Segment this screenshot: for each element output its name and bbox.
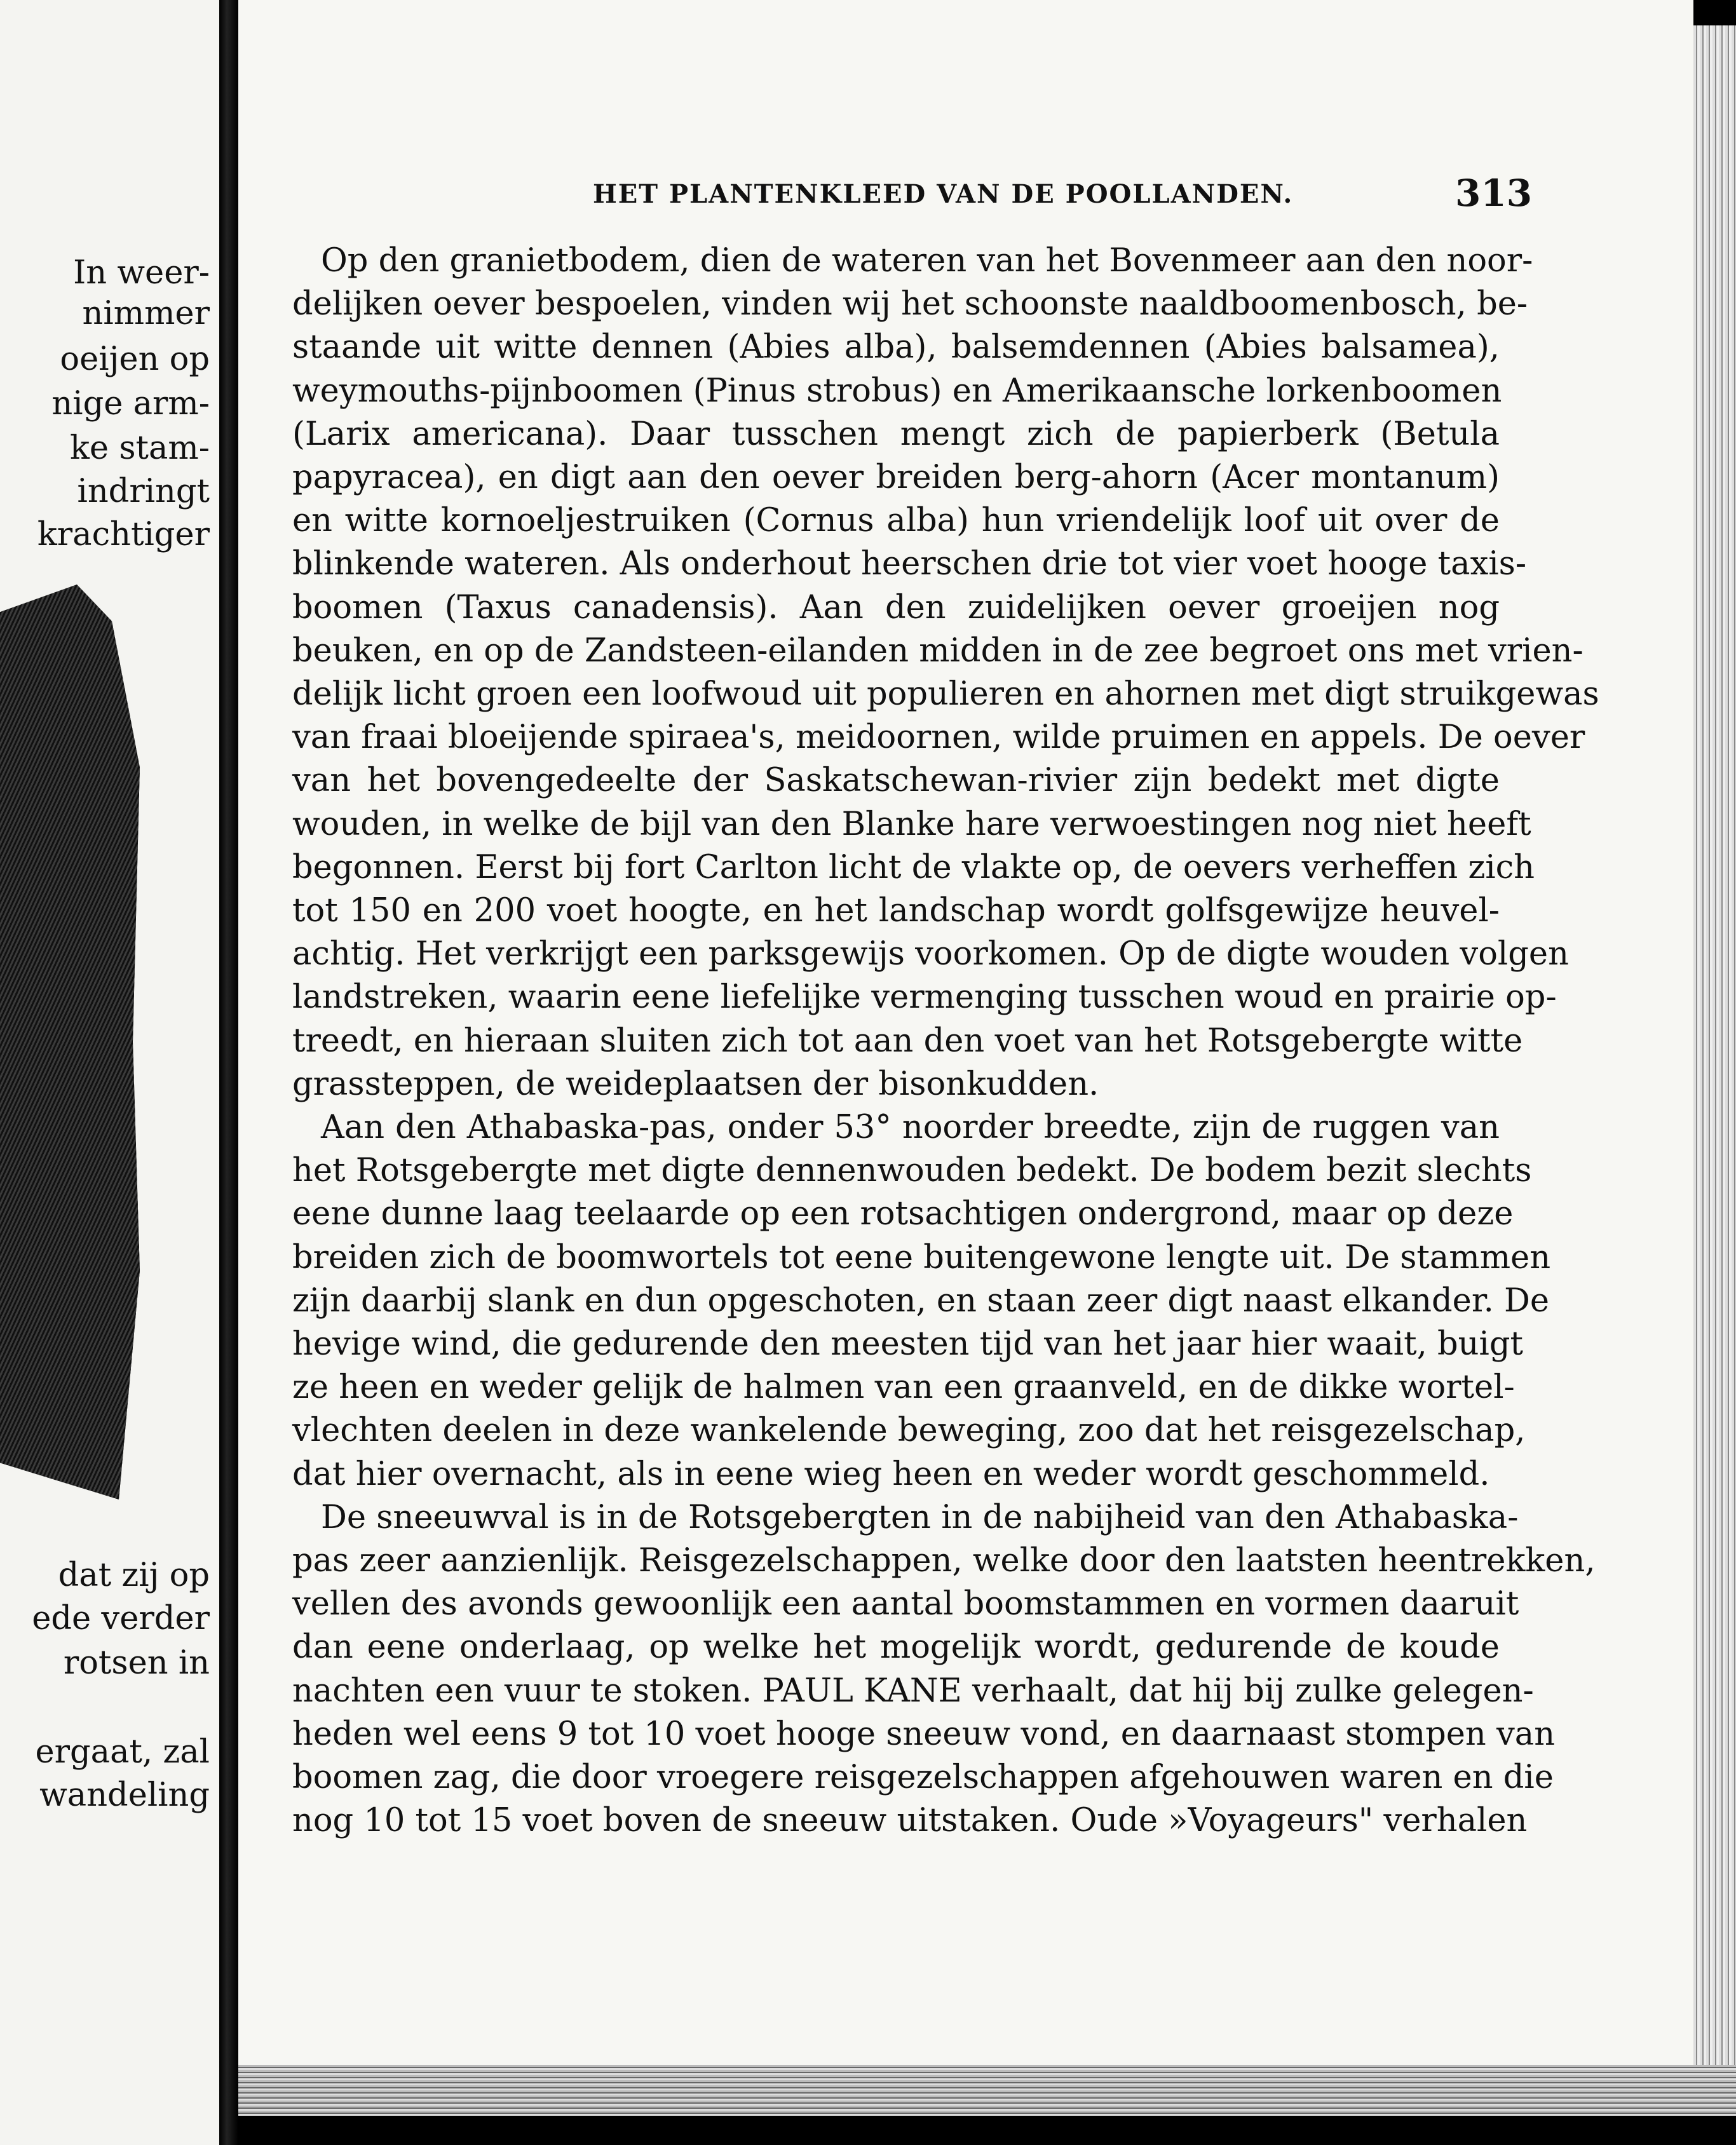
body-line: (Larix americana). Daar tusschen mengt zich de papierberk (Betula: [292, 416, 1500, 453]
body-line: vellen des avonds gewoonlijk een aantal boomstammen en vormen daaruit: [292, 1585, 1519, 1623]
body-line: Op den granietbodem, dien de wateren van het Bovenmeer aan den noor-: [321, 242, 1533, 280]
body-line: ze heen en weder gelijk de halmen van een graanveld, en de dikke wortel-: [292, 1369, 1515, 1406]
body-line: boomen zag, die door vroegere reisgezelschappen afgehouwen waren en die: [292, 1759, 1554, 1796]
body-line: blinkende wateren. Als onderhout heerschen drie tot vier voet hooge taxis-: [292, 545, 1527, 583]
body-line: papyracea), en digt aan den oever breiden berg-ahorn (Acer montanum): [292, 459, 1500, 496]
body-line: hevige wind, die gedurende den meesten tijd van het jaar hier waait, buigt: [292, 1325, 1523, 1363]
body-line: eene dunne laag teelaarde op een rotsachtigen ondergrond, maar op deze: [292, 1195, 1514, 1233]
left-page: [0, 0, 219, 2145]
body-line: Aan den Athabaska-pas, onder 53° noorder breedte, zijn de ruggen van: [321, 1109, 1500, 1146]
left-text-line: In weer-: [73, 254, 210, 292]
book-gutter: [219, 0, 238, 2145]
left-text-line: rotsen in: [63, 1644, 210, 1682]
body-line: achtig. Het verkrijgt een parksgewijs voorkomen. Op de digte wouden volgen: [292, 935, 1569, 973]
body-line: delijk licht groen een loofwoud uit populieren en ahornen met digt struikgewas: [292, 675, 1599, 713]
left-text-line: ede verder: [32, 1600, 210, 1637]
body-line: breiden zich de boomwortels tot eene buitengewone lengte uit. De stammen: [292, 1239, 1551, 1276]
left-text-line: nige arm-: [51, 385, 210, 423]
running-title: HET PLANTENKLEED VAN DE POOLLANDEN.: [593, 179, 1294, 209]
body-line: heden wel eens 9 tot 10 voet hooge sneeuw vond, en daarnaast stompen van: [292, 1715, 1556, 1753]
left-text-line: nimmer: [82, 295, 210, 332]
body-line: tot 150 en 200 voet hoogte, en het landschap wordt golfsgewijze heuvel-: [292, 892, 1500, 930]
body-line: begonnen. Eerst bij fort Carlton licht de vlakte op, de oevers verheffen zich: [292, 849, 1535, 886]
left-text-line: krachtiger: [37, 516, 210, 553]
body-line: dat hier overnacht, als in eene wieg heen en weder wordt geschommeld.: [292, 1456, 1490, 1493]
left-text-line: indringt: [77, 473, 210, 510]
body-line: en witte kornoeljestruiken (Cornus alba) hun vriendelijk loof uit over de: [292, 502, 1500, 539]
body-line: van fraai bloeijende spiraea's, meidoornen, wilde pruimen en appels. De oever: [292, 719, 1585, 756]
body-line: nachten een vuur te stoken. PAUL KANE verhaalt, dat hij bij zulke gelegen-: [292, 1672, 1534, 1710]
body-line: beuken, en op de Zandsteen-eilanden midden in de zee begroet ons met vrien-: [292, 632, 1583, 670]
left-text-line: ergaat, zal: [35, 1733, 210, 1771]
body-line: wouden, in welke de bijl van den Blanke hare verwoestingen nog niet heeft: [292, 806, 1531, 843]
body-line: staande uit witte dennen (Abies alba), balsemdennen (Abies balsamea),: [292, 328, 1500, 366]
left-text-line: wandeling: [39, 1776, 210, 1814]
body-line: treedt, en hieraan sluiten zich tot aan den voet van het Rotsgebergte witte: [292, 1022, 1523, 1060]
body-line: van het bovengedeelte der Saskatschewan-rivier zijn bedekt met digte: [292, 762, 1500, 799]
body-line: pas zeer aanzienlijk. Reisgezelschappen, welke door den laatsten heentrekken,: [292, 1542, 1596, 1580]
body-line: grassteppen, de weideplaatsen der bisonkudden.: [292, 1066, 1099, 1103]
page-edges-right: [1693, 25, 1736, 2097]
body-line: boomen (Taxus canadensis). Aan den zuidelijken oever groeijen nog: [292, 589, 1500, 626]
body-line: delijken oever bespoelen, vinden wij het schoonste naaldboomenbosch, be-: [292, 285, 1528, 323]
left-text-line: dat zij op: [58, 1557, 210, 1594]
page-number: 313: [1455, 172, 1533, 215]
body-line: zijn daarbij slank en dun opgeschoten, en staan zeer digt naast elkander. De: [292, 1282, 1550, 1320]
body-line: weymouths-pijnboomen (Pinus strobus) en Amerikaansche lorkenboomen: [292, 372, 1502, 410]
left-text-line: ke stam-: [70, 430, 210, 467]
left-text-line: oeijen op: [60, 341, 210, 378]
page-edges-bottom: [238, 2065, 1736, 2116]
engraving-illustration: [0, 585, 140, 1499]
body-line: dan eene onderlaag, op welke het mogelijk wordt, gedurende de koude: [292, 1628, 1500, 1666]
body-line: vlechten deelen in deze wankelende beweging, zoo dat het reisgezelschap,: [292, 1412, 1526, 1449]
body-line: landstreken, waarin eene liefelijke vermenging tusschen woud en prairie op-: [292, 978, 1557, 1016]
body-line: het Rotsgebergte met digte dennenwouden bedekt. De bodem bezit slechts: [292, 1152, 1532, 1189]
body-line: nog 10 tot 15 voet boven de sneeuw uitstaken. Oude »Voyageurs" verhalen: [292, 1802, 1528, 1839]
body-line: De sneeuwval is in de Rotsgebergten in de nabijheid van den Athabaska-: [321, 1499, 1519, 1536]
